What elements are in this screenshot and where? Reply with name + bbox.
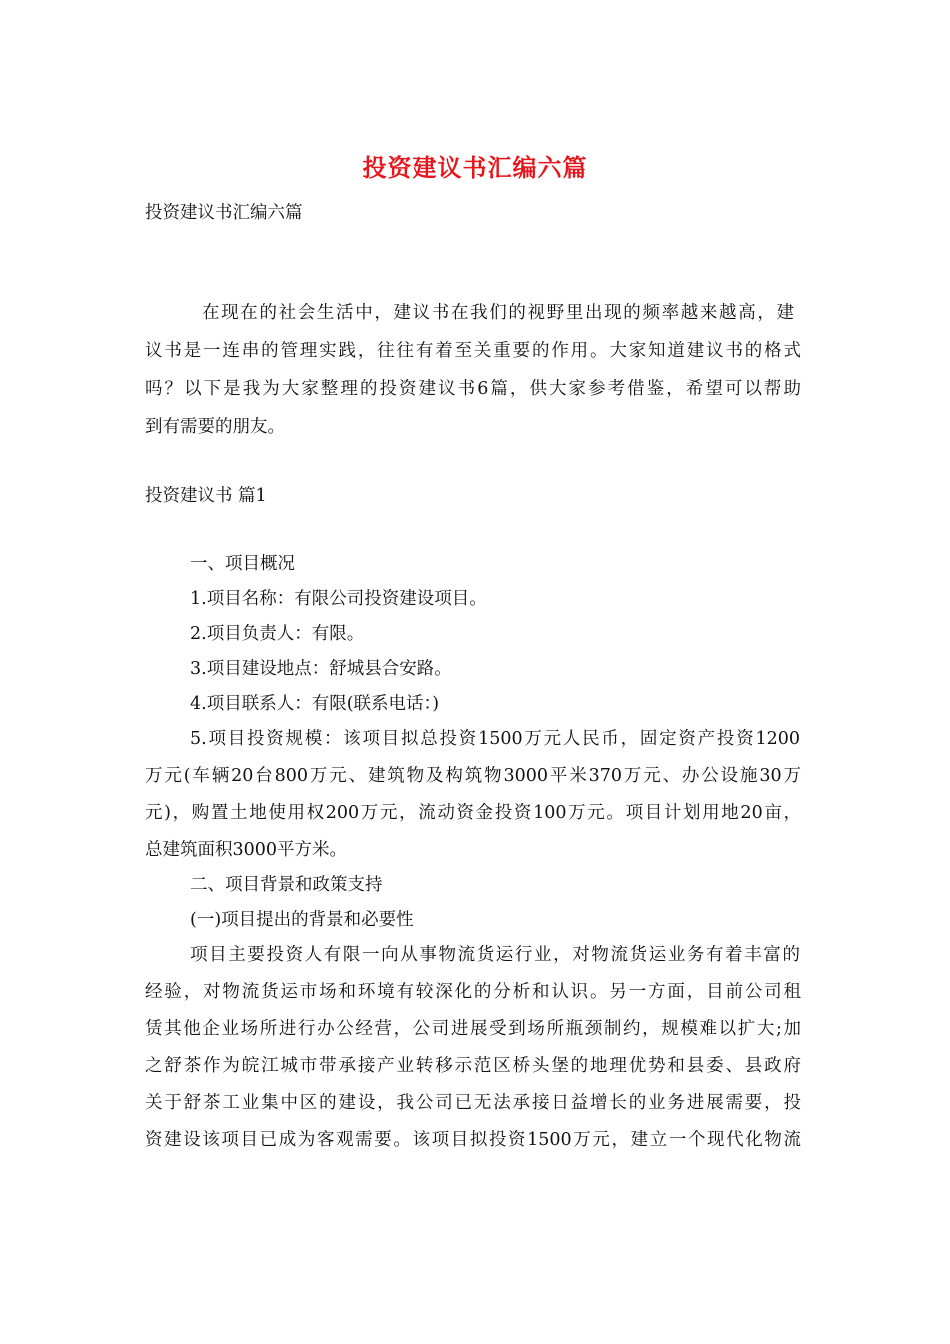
body-line: 1.项目名称：有限公司投资建设项目。 bbox=[190, 589, 487, 609]
body-line: 之舒茶作为皖江城市带承接产业转移示范区桥头堡的地理优势和县委、县政府 bbox=[145, 1056, 801, 1076]
body-line: 二、项目背景和政策支持 bbox=[190, 875, 383, 895]
intro-line: 议书是一连串的管理实践，往往有着至关重要的作用。大家知道建议书的格式 bbox=[145, 341, 801, 361]
body-line: 总建筑面积3000平方米。 bbox=[145, 840, 348, 860]
body-line: 2.项目负责人：有限。 bbox=[190, 624, 365, 644]
body-line: 一、项目概况 bbox=[190, 554, 295, 574]
body-line: 5.项目投资规模：该项目拟总投资1500万元人民币，固定资产投资1200 bbox=[190, 729, 800, 749]
body-line: 项目主要投资人有限一向从事物流货运行业，对物流货运业务有着丰富的 bbox=[190, 945, 800, 965]
body-line: 经验，对物流货运市场和环境有较深化的分析和认识。另一方面，目前公司租 bbox=[145, 982, 801, 1002]
intro-line: 到有需要的朋友。 bbox=[145, 417, 285, 437]
section-heading: 投资建议书 篇1 bbox=[145, 486, 267, 506]
document-subtitle: 投资建议书汇编六篇 bbox=[145, 203, 303, 223]
body-line: 赁其他企业场所进行办公经营，公司进展受到场所瓶颈制约，规模难以扩大;加 bbox=[145, 1019, 801, 1039]
body-line: 关于舒茶工业集中区的建设，我公司已无法承接日益增长的业务进展需要，投 bbox=[145, 1093, 801, 1113]
document-title: 投资建议书汇编六篇 bbox=[362, 153, 588, 182]
body-line: 万元(车辆20台800万元、建筑物及构筑物3000平米370万元、办公设施30万 bbox=[145, 766, 801, 786]
body-line: 3.项目建设地点：舒城县合安路。 bbox=[190, 659, 452, 679]
body-line: (一)项目提出的背景和必要性 bbox=[190, 910, 414, 930]
intro-line: 在现在的社会生活中，建议书在我们的视野里出现的频率越来越高，建 bbox=[202, 303, 794, 323]
intro-line: 吗？以下是我为大家整理的投资建议书6篇，供大家参考借鉴，希望可以帮助 bbox=[145, 379, 801, 399]
body-line: 4.项目联系人：有限(联系电话：) bbox=[190, 694, 440, 714]
body-line: 资建设该项目已成为客观需要。该项目拟投资1500万元，建立一个现代化物流 bbox=[145, 1130, 801, 1150]
body-line: 元)，购置土地使用权200万元，流动资金投资100万元。项目计划用地20亩， bbox=[145, 803, 801, 823]
